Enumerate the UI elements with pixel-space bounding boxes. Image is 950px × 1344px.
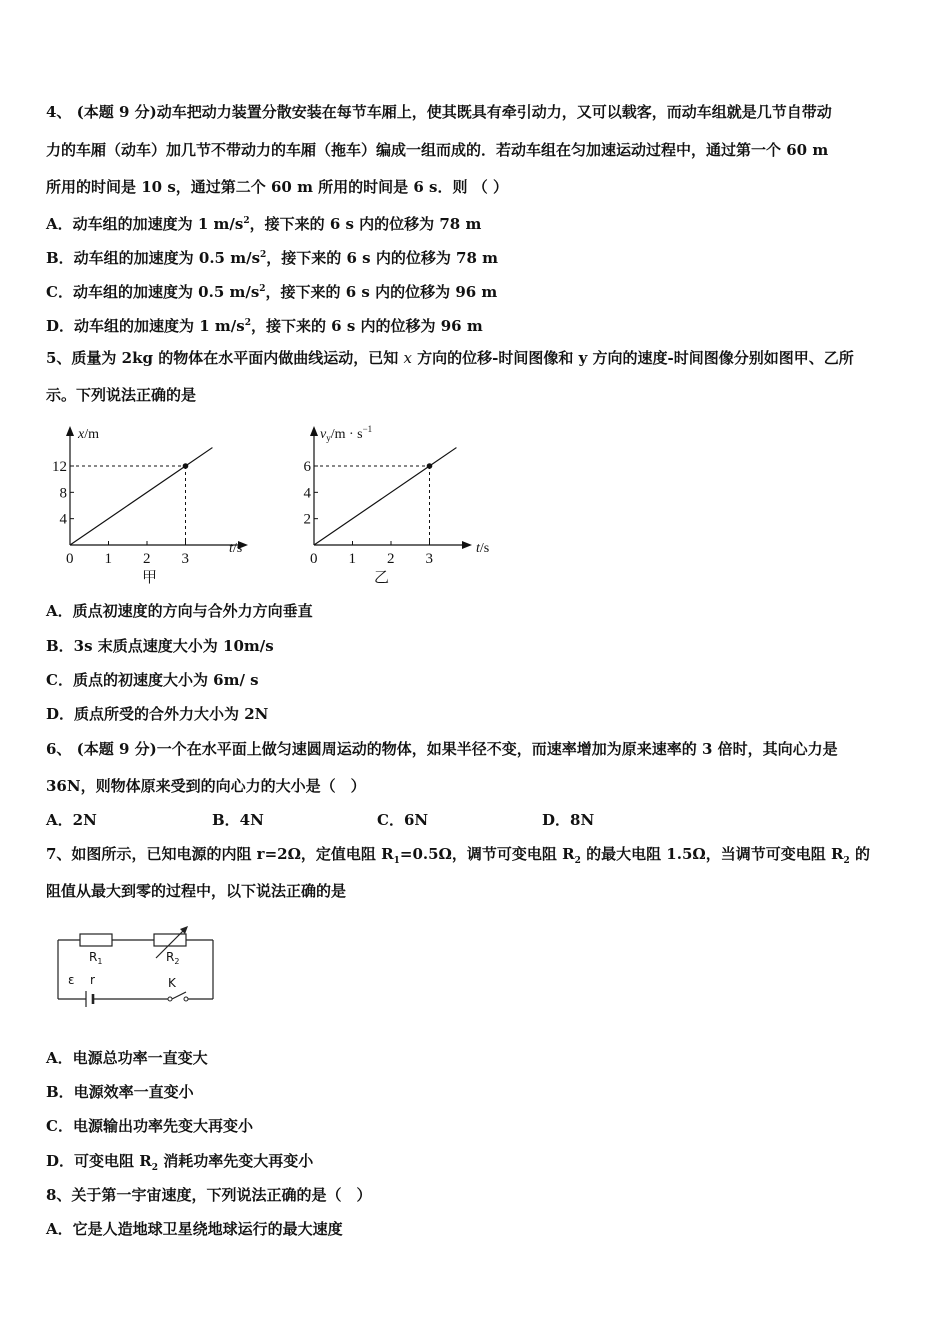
caption-jia: 甲	[142, 570, 158, 586]
q4-stem-line3: 所用的时间是 10 s，通过第二个 60 m 所用的时间是 6 s．则 （ ）	[46, 178, 508, 196]
q4-option-d[interactable]: D．动车组的加速度为 1 $m/s^2$，接下来的 6 s 内的位移为 96 m	[46, 317, 483, 335]
y-axis-arrow-icon	[66, 426, 74, 436]
x-axis-label: t/s	[476, 541, 490, 556]
y-tick-label-6: 6	[303, 459, 311, 475]
series-line	[70, 448, 212, 545]
y-axis-label: x/m	[78, 427, 99, 442]
q6-stem-line1: 6、 (本题 9 分)一个在水平面上做匀速圆周运动的物体，如果半径不变，而速率增加为原来速率的 3 倍时，其向心力是	[46, 740, 838, 758]
x-tick-label-3: 3	[425, 551, 433, 567]
q6-option-c[interactable]: C．6N	[377, 811, 429, 829]
y-tick-label-2: 2	[303, 511, 311, 528]
r1-label: $R_1$	[89, 950, 103, 966]
q7-option-a[interactable]: A．电源总功率一直变大	[46, 1049, 208, 1067]
x-tick-label-1: 1	[348, 551, 356, 567]
x-axis-label: t/s	[229, 541, 243, 556]
internal-r-label: r	[90, 973, 95, 987]
q7-stem-line2: 阻值从最大到零的过程中，以下说法正确的是	[46, 882, 347, 900]
r2-label: $R_2$	[166, 950, 180, 966]
q7-stem-line1: 7、如图所示，已知电源的内阻 r=2Ω，定值电阻 $R_1=0.5\Omega$，调节可变电阻 $R_2$ 的最大电阻 1.5Ω，当调节可变电阻 $R_2$ 的	[46, 845, 870, 866]
graph-yi	[290, 420, 500, 590]
switch-label: K	[168, 976, 176, 990]
q5-option-a[interactable]: A．质点初速度的方向与合外力方向垂直	[46, 602, 313, 620]
circuit-diagram	[52, 922, 232, 1012]
data-point	[183, 463, 189, 469]
x-tick-label-0: 0	[310, 551, 318, 567]
series-line	[314, 448, 456, 545]
q4-option-c[interactable]: C．动车组的加速度为 0.5 $m/s^2$，接下来的 6 s 内的位移为 96 m	[46, 283, 498, 301]
x-tick-label-2: 2	[143, 551, 151, 567]
q6-option-b[interactable]: B．4N	[212, 811, 264, 829]
y-axis-label: $v_y/m \cdot s^{-1}$	[320, 424, 373, 443]
q4-stem-line1: 4、 (本题 9 分)动车把动力装置分散安装在每节车厢上，使其既具有牵引动力，又可以载客，而动车组就是几节自带动	[46, 103, 832, 121]
q4-option-b[interactable]: B．动车组的加速度为 0.5 $m/s^2$，接下来的 6 s 内的位移为 78 m	[46, 249, 499, 267]
q6-option-a[interactable]: A．2N	[46, 811, 97, 829]
q7-option-c[interactable]: C．电源输出功率先变大再变小	[46, 1117, 253, 1135]
y-tick-label-4: 4	[59, 511, 67, 528]
caption-yi: 乙	[374, 570, 390, 586]
data-point	[427, 463, 433, 469]
q6-option-d[interactable]: D．8N	[542, 811, 595, 829]
y-tick-label-8: 8	[59, 485, 67, 502]
emf-label: ε	[68, 973, 75, 987]
q4-option-a[interactable]: A．动车组的加速度为 1 $m/s^2$，接下来的 6 s 内的位移为 78 m	[46, 215, 482, 233]
y-tick-label-4: 4	[303, 485, 311, 502]
x-axis-arrow-icon	[462, 541, 472, 549]
x-tick-label-1: 1	[104, 551, 112, 567]
y-axis-arrow-icon	[310, 426, 318, 436]
resistor-r1	[80, 934, 112, 946]
q5-option-b[interactable]: B．3s 末质点速度大小为 10m/s	[46, 637, 274, 655]
q7-option-b[interactable]: B．电源效率一直变小	[46, 1083, 194, 1101]
q8-option-a[interactable]: A．它是人造地球卫星绕地球运行的最大速度	[46, 1220, 343, 1238]
q8-stem: 8、关于第一宇宙速度，下列说法正确的是（ ）	[46, 1186, 372, 1204]
q5-option-d[interactable]: D．质点所受的合外力大小为 2N	[46, 705, 269, 723]
q7-option-d[interactable]: D．可变电阻 $R_2$ 消耗功率先变大再变小	[46, 1152, 314, 1173]
switch-contact-right	[184, 997, 188, 1001]
chart-marks	[52, 448, 212, 567]
q6-stem-line2: 36N，则物体原来受到的向心力的大小是（ ）	[46, 777, 366, 795]
y-tick-label-12: 12	[52, 459, 67, 475]
chart-marks	[304, 448, 457, 567]
x-tick-label-3: 3	[181, 551, 189, 567]
q5-stem-line1: 5、质量为 2kg 的物体在水平面内做曲线运动，已知 x 方向的位移-时间图像和 y 方向的速度-时间图像分别如图甲、乙所	[46, 349, 854, 367]
x-tick-label-0: 0	[66, 551, 74, 567]
q5-stem-line2: 示。下列说法正确的是	[46, 386, 197, 404]
x-tick-label-2: 2	[387, 551, 395, 567]
q4-stem-line2: 力的车厢（动车）加几节不带动力的车厢（拖车）编成一组而成的．若动车组在匀加速运动过程中，通过第一个 60 m	[46, 141, 829, 159]
graph-jia	[46, 420, 256, 590]
q5-option-c[interactable]: C．质点的初速度大小为 6m/ s	[46, 671, 259, 689]
switch-contact-left	[168, 997, 172, 1001]
